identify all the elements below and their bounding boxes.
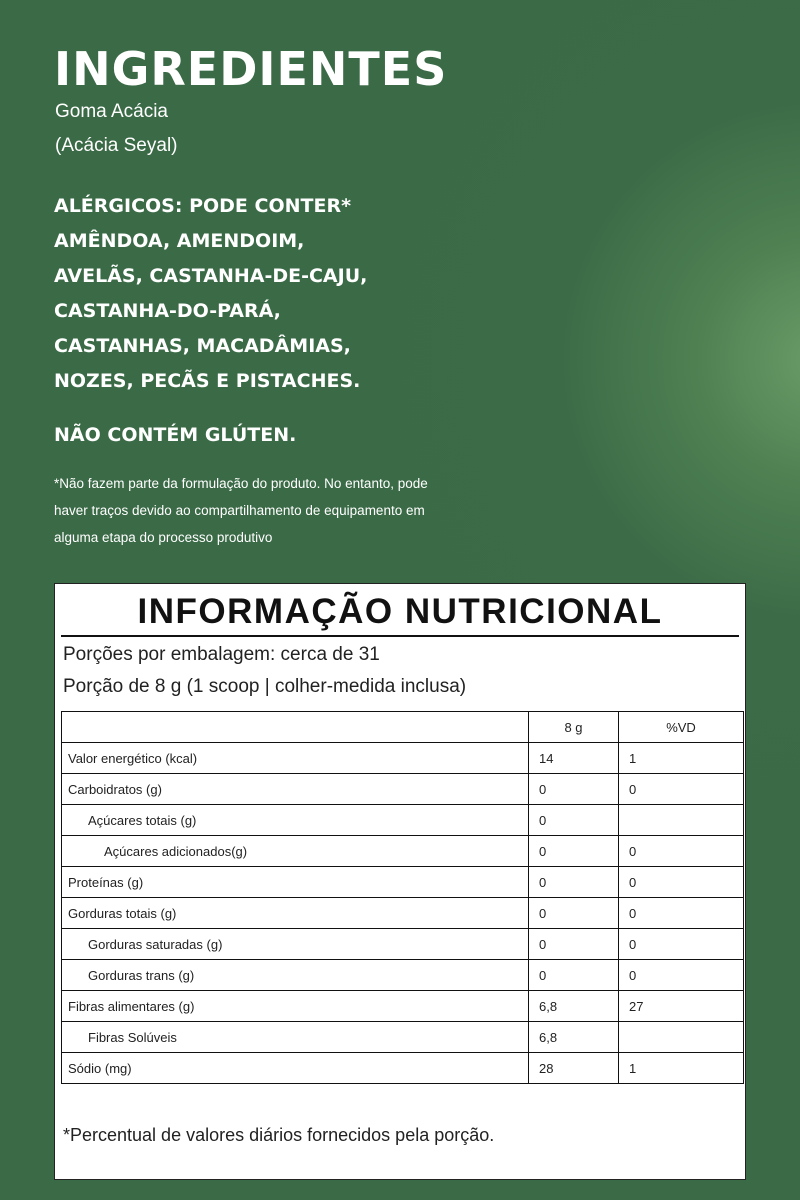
ingredient-name: Goma Acácia	[55, 101, 168, 122]
header-amount: 8 g	[529, 712, 619, 743]
header-daily-value: %VD	[619, 712, 744, 743]
nutrient-amount: 6,8	[529, 1022, 619, 1053]
nutrition-table	[61, 711, 744, 1084]
ingredient-scientific-name: (Acácia Seyal)	[55, 135, 178, 156]
nutrient-name: Açúcares adicionados(g)	[62, 836, 529, 867]
nutrient-amount: 6,8	[529, 991, 619, 1022]
nutrient-name: Sódio (mg)	[62, 1053, 529, 1084]
nutrient-amount: 0	[529, 960, 619, 991]
gluten-statement: NÃO CONTÉM GLÚTEN.	[54, 424, 297, 446]
nutrient-amount: 0	[529, 867, 619, 898]
table-header-row	[62, 712, 744, 743]
table-row	[62, 898, 744, 929]
nutrient-name: Carboidratos (g)	[62, 774, 529, 805]
nutrient-amount: 14	[529, 743, 619, 774]
allergens-block	[54, 189, 367, 399]
nutrient-daily-value: 0	[619, 867, 744, 898]
nutrient-name: Gorduras saturadas (g)	[62, 929, 529, 960]
table-row	[62, 1022, 744, 1053]
nutrient-daily-value: 1	[619, 1053, 744, 1084]
table-row	[62, 743, 744, 774]
divider	[61, 635, 739, 637]
allergens-line: ALÉRGICOS: PODE CONTER*	[54, 195, 352, 217]
note-line: alguma etapa do processo produtivo	[54, 530, 273, 545]
table-row	[62, 960, 744, 991]
serving-size: Porção de 8 g (1 scoop | colher-medida inclusa)	[63, 676, 467, 697]
nutrient-name: Fibras Solúveis	[62, 1022, 529, 1053]
nutrient-amount: 0	[529, 774, 619, 805]
servings-per-package: Porções por embalagem: cerca de 31	[63, 644, 380, 665]
table-row	[62, 867, 744, 898]
nutrient-daily-value: 0	[619, 774, 744, 805]
allergens-line: AMÊNDOA, AMENDOIM,	[54, 230, 305, 252]
nutrient-amount: 0	[529, 929, 619, 960]
nutrient-name: Proteínas (g)	[62, 867, 529, 898]
nutrient-daily-value: 0	[619, 836, 744, 867]
daily-value-footnote: *Percentual de valores diários fornecidos pela porção.	[63, 1125, 495, 1145]
allergens-line: CASTANHAS, MACADÂMIAS,	[54, 335, 351, 357]
nutrient-daily-value	[619, 1022, 744, 1053]
nutrient-amount: 0	[529, 898, 619, 929]
allergen-footnote	[54, 470, 664, 551]
nutrient-name: Fibras alimentares (g)	[62, 991, 529, 1022]
nutrient-daily-value: 0	[619, 929, 744, 960]
nutrient-daily-value: 27	[619, 991, 744, 1022]
nutrient-daily-value: 1	[619, 743, 744, 774]
nutrient-name: Gorduras totais (g)	[62, 898, 529, 929]
allergens-line: AVELÃS, CASTANHA-DE-CAJU,	[54, 265, 368, 287]
nutrient-daily-value	[619, 805, 744, 836]
allergens-line: NOZES, PECÃS E PISTACHES.	[54, 370, 361, 392]
nutrient-daily-value: 0	[619, 898, 744, 929]
table-row	[62, 805, 744, 836]
table-row	[62, 991, 744, 1022]
nutrient-amount: 0	[529, 836, 619, 867]
nutrient-name: Valor energético (kcal)	[62, 743, 529, 774]
allergens-line: CASTANHA-DO-PARÁ,	[54, 300, 281, 322]
nutrient-amount: 28	[529, 1053, 619, 1084]
note-line: *Não fazem parte da formulação do produto. No entanto, pode	[54, 476, 428, 491]
table-row	[62, 1053, 744, 1084]
table-row	[62, 929, 744, 960]
ingredients-title: INGREDIENTES	[54, 42, 448, 96]
nutrient-daily-value: 0	[619, 960, 744, 991]
note-line: haver traços devido ao compartilhamento de equipamento em	[54, 503, 425, 518]
nutrition-facts-panel	[54, 583, 746, 1180]
table-row	[62, 836, 744, 867]
nutrient-name: Gorduras trans (g)	[62, 960, 529, 991]
table-row	[62, 774, 744, 805]
nutrient-name: Açúcares totais (g)	[62, 805, 529, 836]
header-nutrient	[62, 712, 529, 743]
nutrition-title: INFORMAÇÃO NUTRICIONAL	[137, 592, 663, 631]
nutrient-amount: 0	[529, 805, 619, 836]
